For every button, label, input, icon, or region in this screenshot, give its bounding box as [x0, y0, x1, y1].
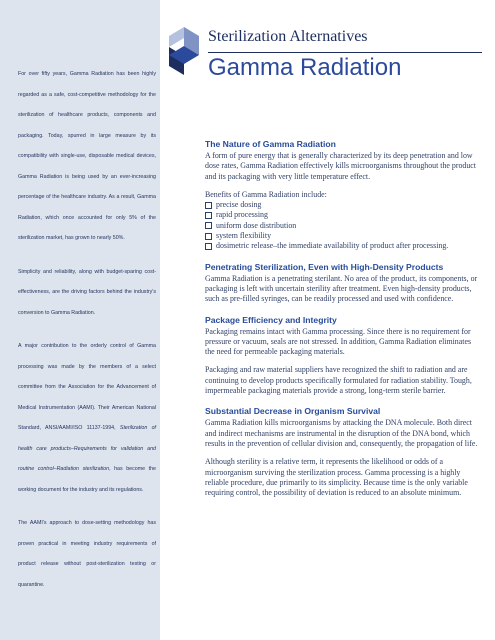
sidebar-paragraph-history: For over fifty years, Gamma Radiation has been highly regarded as a safe, cost-competitive methodology for the sterilization of healthcare products, components and packaging. Today, spurred in large measure by its compatibility with single-use, disposable medical devices, Gamma Radiation is being used by an ever-increasing percentage of the healthcare industry. As a result, Gamma Radiation, which once accounted for only 5% of the sterilization market, has grown to nearly 50%. [18, 71, 156, 241]
list-item [205, 241, 482, 251]
list-item [205, 210, 482, 220]
company-logo-icon [168, 26, 200, 76]
section-body-penetrating: Gamma Radiation is a penetrating sterilant. No area of the product, its components, or packaging is left with uncertain sterility after treatment. Even high-density products, such as pre-filled syringes, can be readily processed and used with confidence. [205, 273, 478, 304]
sidebar-paragraph-dose-setting: The AAMI's approach to dose-setting methodology has proven practical in meeting industry requirements of product release without post-sterilization testing or quarantine. [18, 520, 156, 588]
standard-title: Sterilization of health care products–Requirements for validation and routine control–Radiation sterilization [18, 425, 156, 472]
list-item [205, 200, 482, 210]
sidebar-text [18, 64, 156, 608]
checkbox-square-icon [205, 233, 212, 240]
benefit-label: precise dosing [216, 200, 262, 210]
section-heading-nature: The Nature of Gamma Radiation [205, 139, 336, 149]
checkbox-square-icon [205, 243, 212, 250]
section-body-organism-2: Although sterility is a relative term, it represents the likelihood or odds of a microorganism surviving the sterilization process. Gamma processing is a highly reliable procedure, due primarily to its simplicity. Because time is the only variable requiring control, the possibility of deviation is reduced to an absolute minimum. [205, 457, 468, 498]
list-item [205, 231, 482, 241]
section-heading-organism: Substantial Decrease in Organism Survival [205, 406, 381, 417]
section-body-nature: A form of pure energy that is generally characterized by its deep penetration and low dose rates, Gamma Radiation effectively kills microorganisms throughout the product and its packaging with very little temperature effect. [205, 151, 476, 181]
sidebar-paragraph-drivers: Simplicity and reliability, along with budget-sparing cost-effectiveness, are the driving factors behind the industry's conversion to Gamma Radiation. [18, 268, 156, 316]
benefits-list [205, 200, 482, 251]
section-heading-package: Package Efficiency and Integrity [205, 314, 337, 325]
benefit-label: system flexibility [216, 231, 272, 241]
benefit-label: rapid processing [216, 210, 268, 220]
benefit-label: uniform dose distribution [216, 220, 297, 230]
aami-text-start: A major contribution to the orderly control of Gamma processing was made by the members of a select committee from the Association for the Advancement of Medical Instrumentation (AAMI). Their American National Standard, ANSI/AAMI/ISO 11137-1994, [18, 343, 156, 431]
section-body-package-2: Packaging and raw material suppliers have recognized the shift to radiation and are continuing to develop products specifically formulated for radiation stability. Tough, impermeable packaging materials provide a strong, long-term sterile barrier. [205, 365, 472, 396]
checkbox-square-icon [205, 222, 212, 229]
benefit-label: dosimetric release–the immediate availability of product after processing. [216, 241, 449, 251]
checkbox-square-icon [205, 202, 212, 209]
list-item [205, 221, 482, 231]
section-body-package-1: Packaging remains intact with Gamma processing. Since there is no requirement for pressure or vacuum, seals are not stressed. In addition, Gamma Radiation eliminates the need for permeable packaging materials. [205, 326, 472, 357]
main-content [205, 139, 482, 498]
checkbox-square-icon [205, 212, 212, 219]
section-body-organism-1: Gamma Radiation kills microorganisms by attacking the DNA molecule. Both direct and indirect mechanisms are instrumental in the disruption of the DNA bond, which results in the prevention of cellular division and, consequently, the propagation of life. [205, 418, 478, 448]
section-heading-penetrating: Penetrating Sterilization, Even with High-Density Products [205, 261, 444, 272]
sidebar-paragraph-aami [18, 336, 156, 500]
header-divider [208, 52, 482, 53]
page-title: Gamma Radiation [208, 54, 402, 81]
benefits-intro: Benefits of Gamma Radiation include: [205, 189, 327, 199]
aami-text-end: , has become the working document for the industry and its regulations. [18, 466, 156, 493]
header-subtitle: Sterilization Alternatives [208, 28, 368, 45]
